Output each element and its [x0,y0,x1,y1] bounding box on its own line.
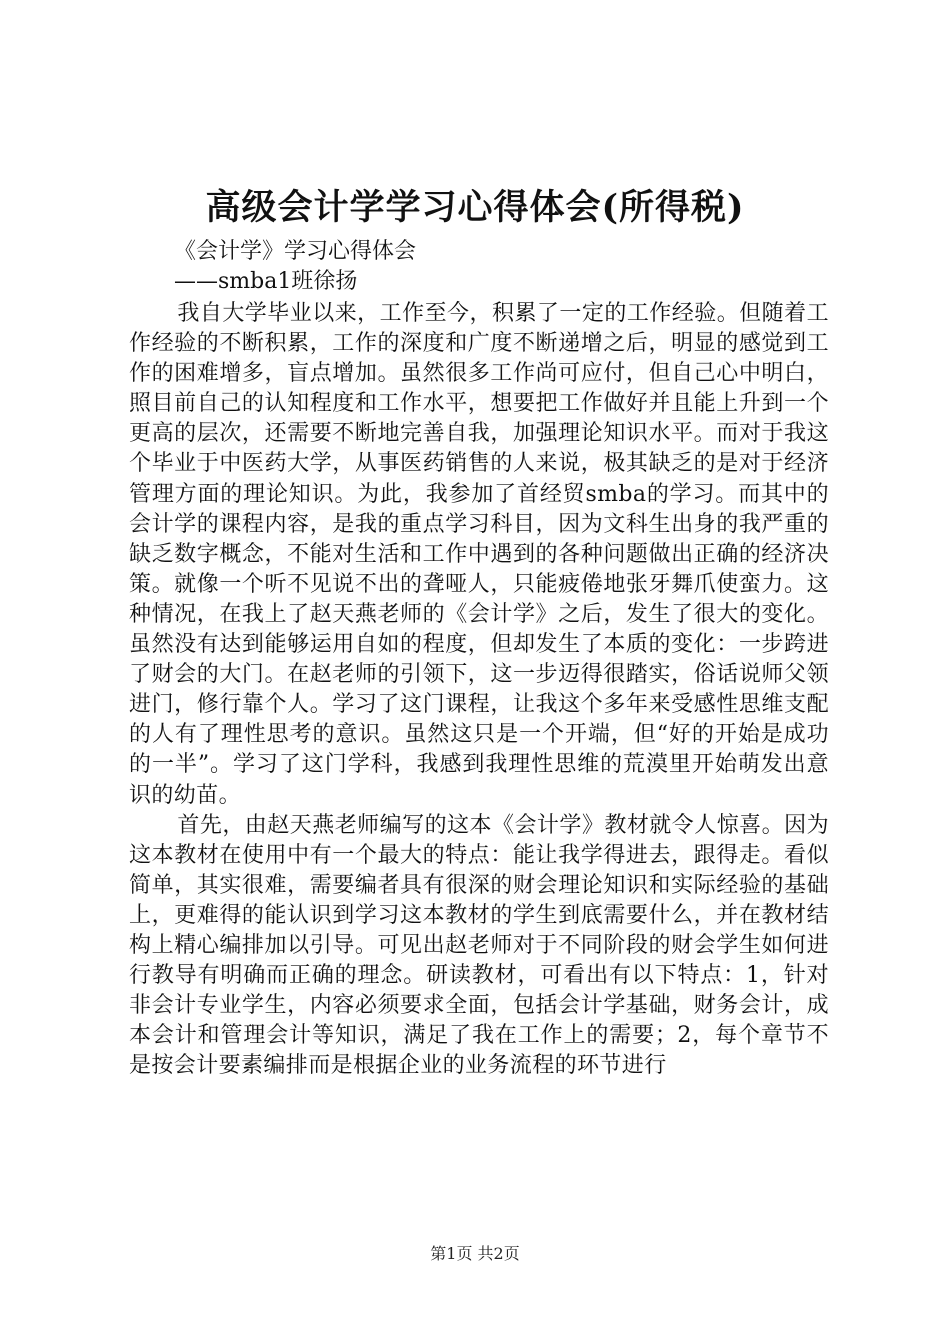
author-line: ——smba1班徐扬 [174,269,358,294]
document-title: 高级会计学学习心得体会(所得税) [205,187,745,228]
paragraph-2: 首先，由赵天燕老师编写的这本《会计学》教材就令人惊喜。因为这本教材在使用中有一个最大的特点：能让我学得进去，跟得走。看似简单，其实很难，需要编者具有很深的财会理论知识和实际经验的基础上，更难得的能认识到学习这本教材的学生到底需要什么，并在教材结构上精心编排加以引导。可见出赵老师对于不同阶段的财会学生如何进行教导有明确而正确的理念。研读教材，可看出有以下特点：1，针对非会计专业学生，内容必须要求全面，包括会计学基础，财务会计，成本会计和管理会计等知识，满足了我在工作上的需要；2，每个章节不是按会计要素编排而是根据企业的业务流程的环节进行 [129,812,829,1079]
document-subtitle: 《会计学》学习心得体会 [174,239,417,264]
page-footer: 第1页 共2页 [430,1244,520,1263]
document-body [129,299,829,1081]
paragraph-1: 我自大学毕业以来，工作至今，积累了一定的工作经验。但随着工作经验的不断积累，工作的深度和广度不断递增之后，明显的感觉到工作的困难增多，盲点增加。虽然很多工作尚可应付，但自己心中明白，照目前自己的认知程度和工作水平，想要把工作做好并且能上升到一个更高的层次，还需要不断地完善自我，加强理论知识水平。而对于我这个毕业于中医药大学，从事医药销售的人来说，极其缺乏的是对于经济管理方面的理论知识。为此，我参加了首经贸smba的学习。而其中的会计学的课程内容，是我的重点学习科目，因为文科生出身的我严重的缺乏数字概念，不能对生活和工作中遇到的各种问题做出正确的经济决策。就像一个听不见说不出的聋哑人，只能疲倦地张牙舞爪使蛮力。这种情况，在我上了赵天燕老师的《会计学》之后，发生了很大的变化。虽然没有达到能够运用自如的程度，但却发生了本质的变化：一步跨进了财会的大门。在赵老师的引领下，这一步迈得很踏实，俗话说师父领进门，修行靠个人。学习了这门课程，让我这个多年来受感性思维支配的人有了理性思考的意识。虽然这只是一个开端，但“好的开始是成功的一半”。学习了这门学科，我感到我理性思维的荒漠里开始萌发出意识的幼苗。 [129,301,829,808]
